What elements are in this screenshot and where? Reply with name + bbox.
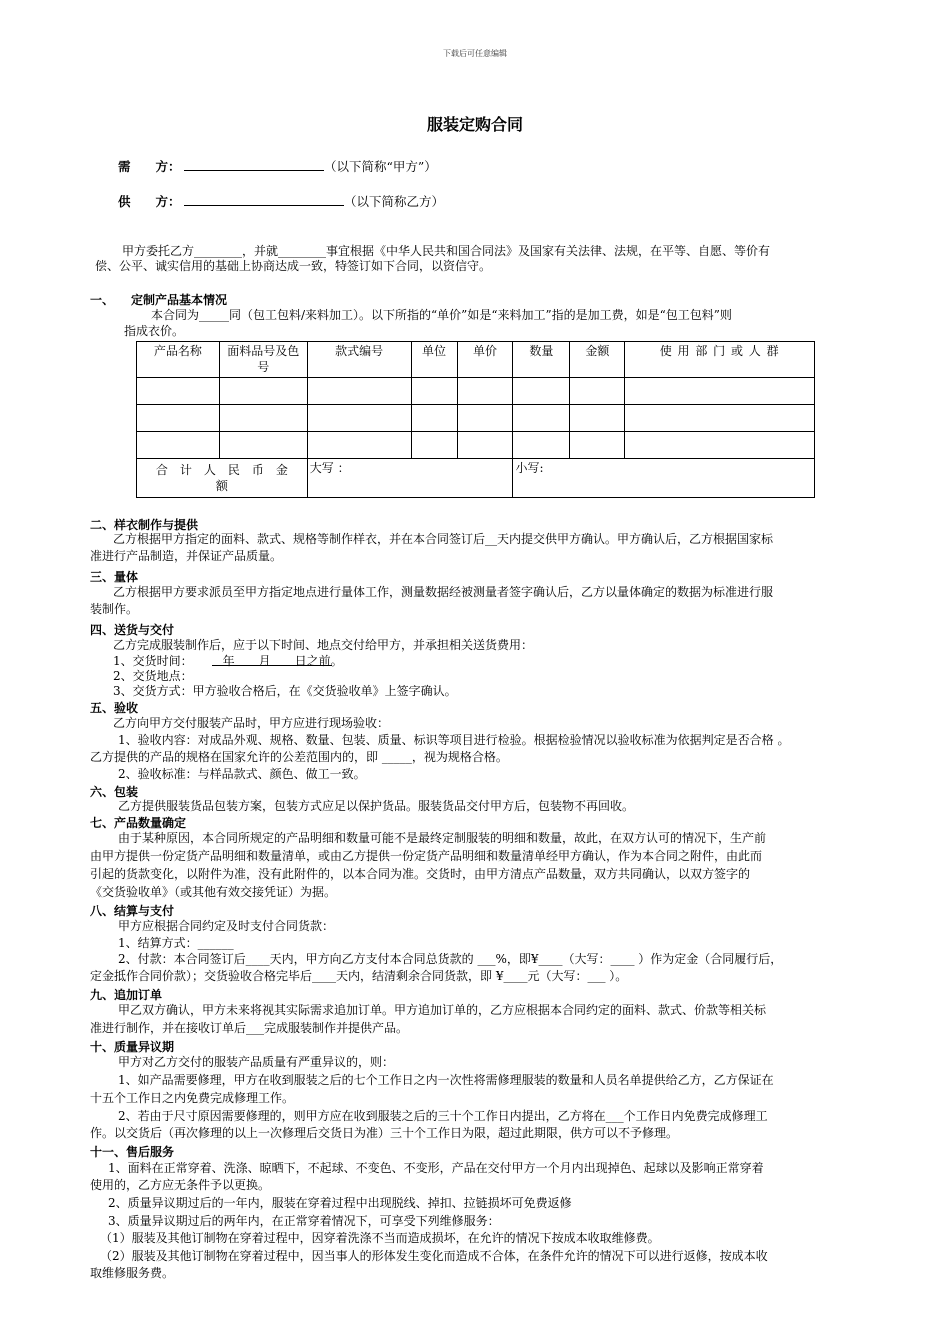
- buyer-line: [118, 157, 437, 175]
- table-cell[interactable]: [411, 432, 457, 459]
- s4-line-1: 乙方完成服装制作后，应于以下时间、地点交付给甲方，并承担相关送货费用：: [113, 638, 534, 652]
- table-cell[interactable]: [457, 432, 513, 459]
- s11-line-4: 3、质量异议期过后的两年内，在正常穿着情况下，可享受下列维修服务：: [108, 1214, 500, 1228]
- s2-line-2: 准进行产品制造，并保证产品质量。: [90, 549, 283, 563]
- section-4-title: 四、送货与交付: [90, 623, 175, 637]
- table-cell[interactable]: [307, 378, 411, 405]
- table-header-cell: 面料品号及色号: [219, 342, 307, 378]
- s7-line-4: 《交货验收单》（或其他有效交接凭证）为据。: [90, 885, 337, 899]
- table-header-cell: 单价: [457, 342, 513, 378]
- section-5-title: 五、验收: [90, 701, 139, 715]
- total-amount-label: 合 计 人 民 币 金 额: [137, 459, 308, 498]
- s9-line-1: 甲乙双方确认，甲方未来将视其实际需求追加订单。甲方追加订单的，乙方应根据本合同约定的面料、款式、价款等相关标: [118, 1003, 767, 1017]
- intro-line-2: 偿、公平、诚实信用的基础上协商达成一致，特签订如下合同，以资信守。: [95, 259, 492, 273]
- s5-line-4: 2、验收标准：与样品款式、颜色、做工一致。: [118, 767, 366, 781]
- table-header-cell: 数量: [513, 342, 570, 378]
- table-row: [137, 432, 815, 459]
- buyer-suffix: （以下简称“甲方”）: [324, 159, 437, 174]
- table-cell[interactable]: [411, 378, 457, 405]
- s11-line-2: 使用的，乙方应无条件予以更换。: [90, 1178, 271, 1192]
- table-header-cell: 产品名称: [137, 342, 220, 378]
- s11-line-6: （2）服装及其他订制物在穿着过程中，因当事人的形体发生变化而造成不合体，在条件允许的情况下可以进行返修，按成本收: [100, 1249, 768, 1263]
- table-cell[interactable]: [307, 432, 411, 459]
- seller-line: [118, 192, 444, 210]
- table-cell[interactable]: [513, 405, 570, 432]
- section-6-title: 六、包装: [90, 785, 139, 799]
- table-cell[interactable]: [457, 378, 513, 405]
- table-cell[interactable]: [137, 405, 220, 432]
- s10-line-4: 2、若由于尺寸原因需要修理的，则甲方应在收到服装之后的三十个工作日内提出，乙方将在___个工作日内免费完成修理工: [118, 1109, 768, 1123]
- s5-line-1: 乙方向甲方交付服装产品时，甲方应进行现场验收：: [113, 716, 390, 730]
- table-cell[interactable]: [625, 378, 815, 405]
- page-title: 服装定购合同: [426, 115, 523, 134]
- table-cell[interactable]: [219, 432, 307, 459]
- delivery-date-underline: [212, 665, 332, 666]
- table-cell[interactable]: [513, 378, 570, 405]
- s3-line-2: 装制作。: [90, 602, 139, 616]
- s3-line-1: 乙方根据甲方要求派员至甲方指定地点进行量体工作，测量数据经被测量者签字确认后，乙方以量体确定的数据为标准进行服: [113, 585, 774, 599]
- section-2-title: 二、样衣制作与提供: [90, 518, 199, 532]
- s5-line-2: 1、验收内容：对成品外观、规格、数量、包装、质量、标识等项目进行检验。根据检验情况以验收标准为依据判定是否合格 。: [118, 733, 790, 747]
- s11-line-7: 取维修服务费。: [90, 1266, 175, 1280]
- s6-line-1: 乙方提供服装货品包装方案，包装方式应足以保护货品。服装货品交付甲方后，包装物不再回收。: [118, 799, 635, 813]
- table-cell[interactable]: [411, 405, 457, 432]
- s11-line-5: （1）服装及其他订制物在穿着过程中，因穿着洗涤不当而造成损坏，在允许的情况下按成本收取维修费。: [100, 1231, 660, 1245]
- table-cell[interactable]: [137, 432, 220, 459]
- s2-line-1: 乙方根据甲方指定的面料、款式、规格等制作样衣，并在本合同签订后__天内提交供甲方确认。甲方确认后，乙方根据国家标: [113, 532, 774, 546]
- s8-line-3: 2、付款：本合同签订后____天内，甲方向乙方支付本合同总货款的 ___%，即¥____（大写：____ ）作为定金（合同履行后，: [118, 952, 783, 966]
- table-header-cell: 单位: [411, 342, 457, 378]
- product-table: [136, 341, 815, 498]
- table-cell[interactable]: [137, 378, 220, 405]
- section-3-title: 三、量体: [90, 570, 139, 584]
- s4-item-1: 1、交货时间： 年 月 日之前。: [113, 654, 343, 668]
- table-cell[interactable]: [513, 432, 570, 459]
- table-cell[interactable]: [625, 432, 815, 459]
- s10-line-3: 十五个工作日之内免费完成修理工作。: [90, 1091, 295, 1105]
- section-1-number: 一、: [90, 293, 115, 307]
- table-total-row: [137, 459, 815, 498]
- table-cell[interactable]: [457, 405, 513, 432]
- s7-line-3: 引起的货款变化，以附件为准，没有此附件的，以本合同为准。交货时，由甲方清点产品数量，双方共同确认，以双方签字的: [90, 867, 751, 881]
- s10-line-2: 1、如产品需要修理，甲方在收到服装之后的七个工作日之内一次性将需修理服装的数量和人员名单提供给乙方，乙方保证在: [118, 1073, 774, 1087]
- table-cell[interactable]: [570, 432, 625, 459]
- seller-label: 供 方：: [118, 194, 181, 209]
- section-10-title: 十、质量异议期: [90, 1040, 175, 1054]
- table-cell[interactable]: [219, 405, 307, 432]
- seller-suffix: （以下简称乙方）: [344, 194, 445, 209]
- table-cell[interactable]: [219, 378, 307, 405]
- table-cell[interactable]: [625, 405, 815, 432]
- s7-line-1: 由于某种原因，本合同所规定的产品明细和数量可能不是最终定制服装的明细和数量，故此，在双方认可的情况下，生产前: [118, 831, 767, 845]
- s4-item-3: 3、交货方式：甲方验收合格后，在《交货验收单》上签字确认。: [113, 684, 457, 698]
- s4-item-2: 2、交货地点：: [113, 669, 193, 683]
- seller-name-field[interactable]: [184, 193, 344, 206]
- section-8-title: 八、结算与支付: [90, 904, 175, 918]
- s8-line-1: 甲方应根据合同约定及时支付合同货款：: [118, 919, 335, 933]
- table-cell[interactable]: [570, 405, 625, 432]
- intro-line-1: 甲方委托乙方________，并就________事宜根据《中华人民共和国合同法》及国家有关法律、法规，在平等、自愿、等价有: [122, 244, 771, 258]
- section-7-title: 七、产品数量确定: [90, 816, 187, 830]
- s10-line-5: 作。以交货后（再次修理的以上一次修理后交货日为准）三十个工作日为限，超过此期限，供方可以不予修理。: [90, 1126, 679, 1140]
- s8-line-2: 1、结算方式：______: [118, 936, 234, 950]
- total-xiaoxie-cell[interactable]: 小写:: [513, 459, 815, 498]
- table-header-row: [137, 342, 815, 378]
- section-11-title: 十一、售后服务: [90, 1145, 175, 1159]
- table-row: [137, 405, 815, 432]
- section-9-title: 九、追加订单: [90, 988, 163, 1002]
- section-1-title: 定制产品基本情况: [131, 293, 228, 307]
- table-cell[interactable]: [570, 378, 625, 405]
- s11-line-3: 2、质量异议期过后的一年内，服装在穿着过程中出现脱线、掉扣、拉链损坏可免费返修: [108, 1196, 572, 1210]
- s11-line-1: 1、面料在正常穿着、洗涤、晾晒下，不起球、不变色、不变形，产品在交付甲方一个月内出现掉色、起球以及影响正常穿着: [108, 1161, 764, 1175]
- s9-line-2: 准进行制作，并在接收订单后___完成服装制作并提供产品。: [90, 1021, 409, 1035]
- table-header-cell: 金额: [570, 342, 625, 378]
- s1-line-1: 本合同为_____同（包工包料/来料加工）。以下所指的“单价”如是“来料加工”指的是加工费，如是“包工包料”则: [151, 308, 732, 322]
- table-header-cell: 款式编号: [307, 342, 411, 378]
- s7-line-2: 由甲方提供一份定货产品明细和数量清单，或由乙方提供一份定货产品明细和数量清单经甲方确认，作为本合同之附件，由此而: [90, 849, 763, 863]
- total-daxie-cell[interactable]: 大写 ：: [307, 459, 513, 498]
- table-cell[interactable]: [307, 405, 411, 432]
- buyer-name-field[interactable]: [184, 158, 324, 171]
- table-header-cell: 使 用 部 门 或 人 群: [625, 342, 815, 378]
- s10-line-1: 甲方对乙方交付的服装产品质量有严重异议的，则：: [118, 1055, 395, 1069]
- s5-line-3: 乙方提供的产品的规格在国家允许的公差范围内的，即 _____，视为规格合格。: [90, 750, 508, 764]
- buyer-label: 需 方：: [118, 159, 181, 174]
- s8-line-4: 定金抵作合同价款）；交货验收合格完毕后____天内，结清剩余合同货款，即 ¥____元（大写：___ ）。: [90, 969, 628, 983]
- page-header-note: 下载后可任意编辑: [443, 49, 507, 58]
- s1-line-2: 指成衣价。: [124, 324, 185, 338]
- table-row: [137, 378, 815, 405]
